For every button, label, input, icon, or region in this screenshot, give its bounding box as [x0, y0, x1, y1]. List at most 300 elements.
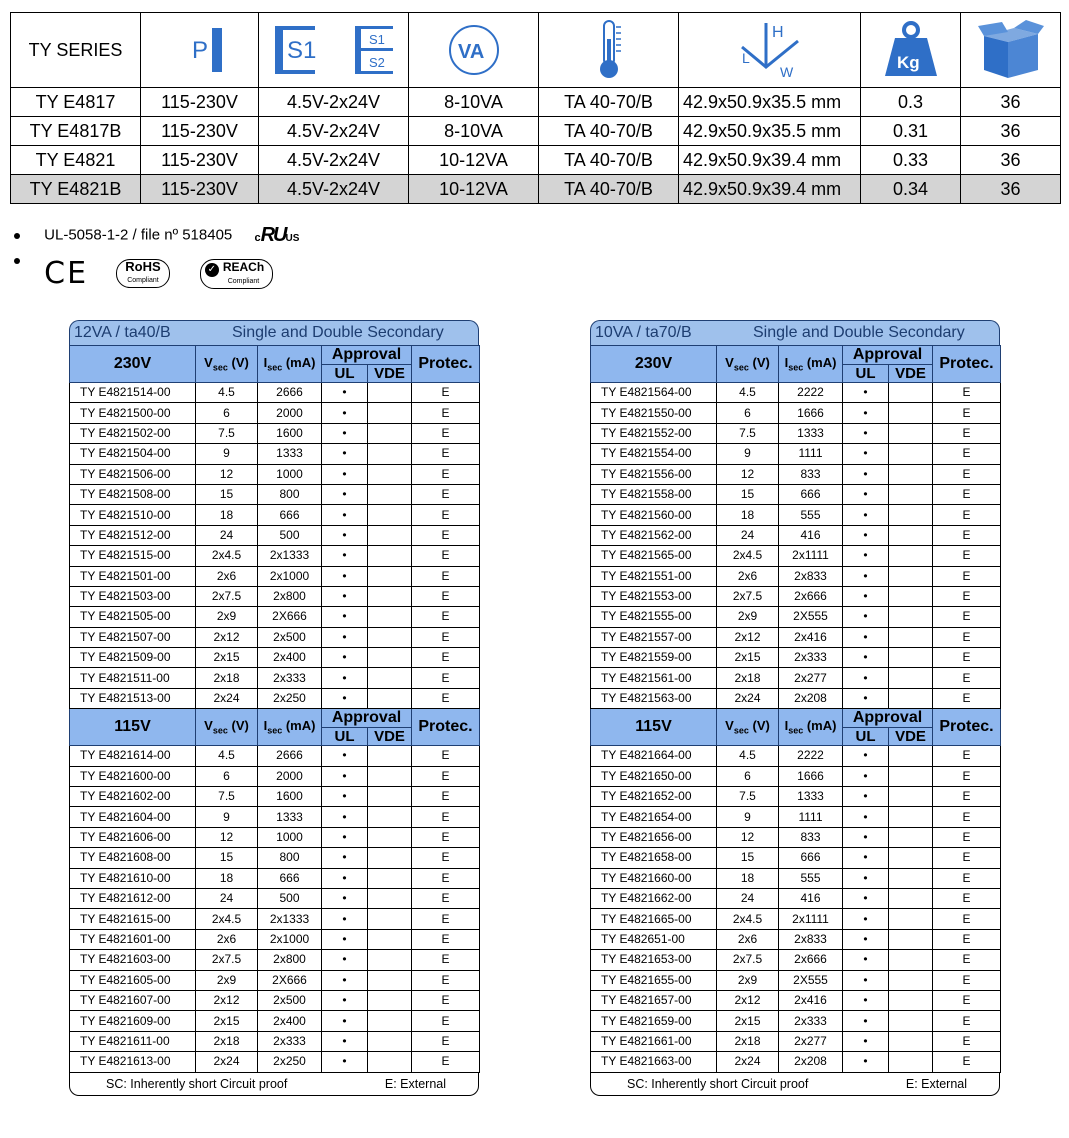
part-number: TY E4821602-00 — [70, 787, 196, 807]
part-number: TY E4821605-00 — [70, 970, 196, 990]
ul-mark: • — [843, 929, 889, 949]
vde-mark — [368, 766, 412, 786]
vde-mark — [889, 1052, 933, 1072]
isec-symbol: I — [784, 718, 789, 734]
compliance-note — [14, 256, 273, 291]
vsec-value: 7.5 — [196, 787, 258, 807]
series-cell: 42.9x50.9x35.5 mm — [679, 88, 861, 117]
part-number: TY E4821563-00 — [591, 688, 717, 708]
vsec-value: 12 — [196, 827, 258, 847]
ul-mark: • — [322, 648, 368, 668]
caption-type: Single and Double Secondary — [232, 324, 444, 341]
part-number: TY E4821503-00 — [70, 586, 196, 606]
isec-value: 2000 — [258, 766, 322, 786]
isec-unit: (mA) — [282, 355, 316, 371]
isec-value: 2000 — [258, 403, 322, 423]
vsec-value: 2x18 — [717, 1031, 779, 1051]
ul-mark: • — [843, 688, 889, 708]
part-number: TY E4821665-00 — [591, 909, 717, 929]
part-number: TY E4821652-00 — [591, 787, 717, 807]
ul-mark: • — [843, 423, 889, 443]
isec-symbol: I — [263, 718, 268, 734]
box-icon — [961, 13, 1061, 88]
vde-mark — [889, 505, 933, 525]
isec-value: 2x333 — [258, 1031, 322, 1051]
vsec-value: 18 — [196, 868, 258, 888]
vsec-value: 15 — [196, 484, 258, 504]
ul-mark: • — [322, 868, 368, 888]
protection-value: E — [933, 1052, 1001, 1072]
protection-value: E — [933, 505, 1001, 525]
vsec-value: 2x9 — [196, 607, 258, 627]
isec-value: 1333 — [258, 807, 322, 827]
part-number: TY E4821556-00 — [591, 464, 717, 484]
ul-mark: • — [843, 525, 889, 545]
ul-mark: • — [843, 484, 889, 504]
protection-value: E — [412, 688, 480, 708]
ul-mark: • — [843, 586, 889, 606]
ul-mark: • — [322, 990, 368, 1010]
table-row — [591, 688, 1001, 708]
isec-value: 2x1111 — [779, 909, 843, 929]
isec-value: 666 — [258, 868, 322, 888]
vde-mark — [368, 888, 412, 908]
isec-unit: (mA) — [282, 718, 316, 734]
ul-mark: • — [322, 766, 368, 786]
dimensions-icon — [679, 13, 861, 88]
table-row — [70, 827, 480, 847]
protection-value: E — [933, 746, 1001, 766]
table-row — [591, 909, 1001, 929]
protection-value: E — [412, 607, 480, 627]
table-row — [591, 627, 1001, 647]
ul-header: UL — [322, 365, 368, 383]
vsec-value: 2x18 — [196, 668, 258, 688]
vsec-value: 2x7.5 — [717, 950, 779, 970]
ul-mark: • — [843, 746, 889, 766]
part-number: TY E4821513-00 — [70, 688, 196, 708]
table-row — [70, 525, 480, 545]
svg-text:P: P — [191, 37, 208, 64]
svg-text:H: H — [771, 24, 784, 41]
ul-mark: • — [322, 787, 368, 807]
part-number: TY E4821614-00 — [70, 746, 196, 766]
footer-e-note: E: External — [384, 1076, 446, 1091]
vsec-value: 2x6 — [196, 566, 258, 586]
vsec-value: 12 — [717, 464, 779, 484]
isec-value: 2x250 — [258, 688, 322, 708]
caption-rating: 10VA / ta70/B — [595, 324, 692, 341]
protection-value: E — [933, 546, 1001, 566]
isec-value: 666 — [779, 848, 843, 868]
vsec-header — [196, 709, 258, 746]
rohs-badge: RoHS Compliant — [116, 259, 169, 288]
part-number: TY E4821655-00 — [591, 970, 717, 990]
vde-mark — [368, 566, 412, 586]
series-cell: 8-10VA — [409, 88, 539, 117]
vde-mark — [368, 444, 412, 464]
panel-10va — [590, 320, 1000, 1096]
table-row — [591, 766, 1001, 786]
isec-value: 1600 — [258, 423, 322, 443]
part-number: TY E4821661-00 — [591, 1031, 717, 1051]
series-title: TY SERIES — [11, 13, 141, 88]
isec-value: 2222 — [779, 746, 843, 766]
protection-value: E — [933, 766, 1001, 786]
vsec-value: 2x4.5 — [196, 546, 258, 566]
ul-mark: • — [843, 990, 889, 1010]
series-cell: 36 — [961, 88, 1061, 117]
protection-value: E — [412, 950, 480, 970]
protection-value: E — [933, 1031, 1001, 1051]
isec-symbol: I — [263, 355, 268, 371]
vsec-value: 2x6 — [196, 929, 258, 949]
protection-value: E — [933, 787, 1001, 807]
vde-mark — [889, 383, 933, 403]
protection-value: E — [933, 827, 1001, 847]
ul-mark: • — [843, 403, 889, 423]
table-row — [70, 668, 480, 688]
ul-mark: • — [322, 464, 368, 484]
vde-mark — [889, 929, 933, 949]
ul-mark: • — [843, 505, 889, 525]
ul-mark: • — [322, 444, 368, 464]
table-row — [591, 525, 1001, 545]
ul-mark: • — [843, 464, 889, 484]
isec-value: 2x400 — [258, 1011, 322, 1031]
isec-value: 1333 — [779, 423, 843, 443]
approval-header: Approval — [322, 346, 412, 365]
isec-unit: (mA) — [803, 355, 837, 371]
part-number: TY E4821552-00 — [591, 423, 717, 443]
vsec-unit: (V) — [748, 718, 770, 734]
vde-mark — [368, 383, 412, 403]
part-number: TY E4821562-00 — [591, 525, 717, 545]
vsec-value: 2x24 — [717, 688, 779, 708]
series-cell: 4.5V-2x24V — [259, 117, 409, 146]
vsec-header — [717, 709, 779, 746]
panel-caption — [590, 320, 1000, 345]
table-row — [70, 688, 480, 708]
ul-mark: • — [843, 648, 889, 668]
isec-value: 2x333 — [779, 1011, 843, 1031]
vsec-value: 4.5 — [196, 383, 258, 403]
vde-mark — [368, 607, 412, 627]
series-cell: TA 40-70/B — [539, 146, 679, 175]
vsec-value: 15 — [717, 848, 779, 868]
isec-value: 1333 — [258, 444, 322, 464]
protection-value: E — [412, 403, 480, 423]
protection-value: E — [933, 688, 1001, 708]
protection-value: E — [412, 868, 480, 888]
ul-mark: • — [322, 586, 368, 606]
protection-value: E — [412, 383, 480, 403]
protection-value: E — [933, 586, 1001, 606]
protection-value: E — [933, 607, 1001, 627]
table-row — [591, 950, 1001, 970]
ul-mark: • — [843, 909, 889, 929]
protection-value: E — [412, 888, 480, 908]
vde-mark — [368, 827, 412, 847]
vsec-value: 24 — [717, 525, 779, 545]
vsec-value: 2x7.5 — [196, 950, 258, 970]
protection-value: E — [933, 464, 1001, 484]
isec-value: 2x500 — [258, 627, 322, 647]
ul-mark: • — [843, 1031, 889, 1051]
part-number: TY E4821608-00 — [70, 848, 196, 868]
voltage-header: 230V — [70, 346, 196, 383]
ul-mark: • — [322, 403, 368, 423]
series-cell: 10-12VA — [409, 175, 539, 204]
vsec-value: 24 — [196, 888, 258, 908]
vde-mark — [889, 566, 933, 586]
panel-footer — [69, 1073, 479, 1096]
table-row — [591, 787, 1001, 807]
vde-mark — [368, 848, 412, 868]
ul-mark: • — [322, 423, 368, 443]
part-number: TY E4821653-00 — [591, 950, 717, 970]
isec-value: 800 — [258, 848, 322, 868]
vsec-value: 4.5 — [196, 746, 258, 766]
ul-mark: • — [843, 950, 889, 970]
vde-mark — [368, 423, 412, 443]
table-row — [70, 505, 480, 525]
power-icon — [409, 13, 539, 88]
part-number: TY E4821650-00 — [591, 766, 717, 786]
vde-mark — [889, 444, 933, 464]
isec-subscript: sec — [788, 362, 804, 373]
vsec-symbol: V — [725, 355, 734, 371]
vsec-value: 18 — [717, 868, 779, 888]
ul-header: UL — [843, 728, 889, 746]
series-cell: TA 40-70/B — [539, 88, 679, 117]
caption-rating: 12VA / ta40/B — [74, 324, 171, 341]
vsec-value: 2x6 — [717, 929, 779, 949]
table-row — [591, 1011, 1001, 1031]
vde-mark — [368, 586, 412, 606]
isec-value: 2x833 — [779, 566, 843, 586]
isec-unit: (mA) — [803, 718, 837, 734]
table-row — [591, 444, 1001, 464]
isec-value: 666 — [779, 484, 843, 504]
vsec-value: 4.5 — [717, 383, 779, 403]
vsec-value: 15 — [717, 484, 779, 504]
table-row — [70, 787, 480, 807]
vsec-value: 9 — [717, 807, 779, 827]
protection-value: E — [933, 566, 1001, 586]
ul-mark: • — [843, 668, 889, 688]
ul-mark: • — [322, 546, 368, 566]
ul-mark: • — [843, 607, 889, 627]
isec-value: 1333 — [779, 787, 843, 807]
part-number: TY E4821512-00 — [70, 525, 196, 545]
ul-mark: • — [322, 566, 368, 586]
isec-value: 2x277 — [779, 668, 843, 688]
protection-value: E — [412, 929, 480, 949]
protection-header: Protec. — [412, 709, 480, 746]
section-header — [70, 709, 480, 728]
table-row — [591, 586, 1001, 606]
protection-value: E — [412, 807, 480, 827]
table-row — [70, 990, 480, 1010]
protection-value: E — [412, 1011, 480, 1031]
vde-mark — [368, 990, 412, 1010]
vsec-unit: (V) — [227, 718, 249, 734]
vsec-value: 2x15 — [196, 1011, 258, 1031]
series-cell: TY E4817B — [11, 117, 141, 146]
table-row — [591, 1031, 1001, 1051]
series-cell: 42.9x50.9x39.4 mm — [679, 146, 861, 175]
vde-mark — [889, 607, 933, 627]
part-number: TY E4821507-00 — [70, 627, 196, 647]
voltage-header: 115V — [70, 709, 196, 746]
table-row — [591, 746, 1001, 766]
isec-value: 2666 — [258, 746, 322, 766]
vsec-subscript: sec — [733, 726, 749, 737]
ul-mark: • — [322, 827, 368, 847]
table-row — [70, 1031, 480, 1051]
protection-value: E — [412, 970, 480, 990]
table-row — [70, 1011, 480, 1031]
isec-header — [258, 346, 322, 383]
vde-mark — [889, 766, 933, 786]
table-row — [591, 827, 1001, 847]
table-row — [591, 484, 1001, 504]
ul-mark: • — [322, 950, 368, 970]
ul-header: UL — [322, 728, 368, 746]
part-number: TY E4821550-00 — [591, 403, 717, 423]
protection-value: E — [933, 929, 1001, 949]
isec-value: 500 — [258, 888, 322, 908]
protection-value: E — [933, 423, 1001, 443]
vde-mark — [368, 546, 412, 566]
ul-mark: • — [843, 1052, 889, 1072]
table-row — [591, 970, 1001, 990]
part-number: TY E4821662-00 — [591, 888, 717, 908]
isec-subscript: sec — [267, 726, 283, 737]
vde-mark — [889, 525, 933, 545]
vsec-value: 2x12 — [717, 990, 779, 1010]
series-table — [10, 12, 1061, 204]
table-row — [591, 403, 1001, 423]
part-number: TY E4821612-00 — [70, 888, 196, 908]
thermometer-icon — [539, 13, 679, 88]
part-number: TY E4821501-00 — [70, 566, 196, 586]
isec-value: 1000 — [258, 827, 322, 847]
vde-mark — [889, 403, 933, 423]
table-row — [70, 423, 480, 443]
series-cell: 115-230V — [141, 175, 259, 204]
ul-mark: • — [843, 787, 889, 807]
vsec-value: 12 — [717, 827, 779, 847]
ul-mark: • — [843, 546, 889, 566]
vde-mark — [368, 1052, 412, 1072]
table-row — [70, 566, 480, 586]
caption-type: Single and Double Secondary — [753, 324, 965, 341]
part-number: TY E4821607-00 — [70, 990, 196, 1010]
vde-mark — [368, 464, 412, 484]
vde-mark — [889, 746, 933, 766]
isec-value: 2x400 — [258, 648, 322, 668]
protection-value: E — [412, 827, 480, 847]
panel-12va — [69, 320, 479, 1096]
vsec-value: 7.5 — [717, 787, 779, 807]
part-number: TY E4821664-00 — [591, 746, 717, 766]
table-row — [591, 464, 1001, 484]
table-row — [70, 1052, 480, 1072]
table-row — [70, 746, 480, 766]
series-row — [11, 175, 1061, 204]
svg-text:W: W — [779, 64, 793, 80]
isec-value: 2x666 — [779, 950, 843, 970]
isec-value: 2x1333 — [258, 546, 322, 566]
protection-value: E — [933, 950, 1001, 970]
vsec-header — [717, 346, 779, 383]
isec-value: 2x333 — [258, 668, 322, 688]
vde-mark — [368, 746, 412, 766]
isec-value: 2x250 — [258, 1052, 322, 1072]
vde-mark — [368, 868, 412, 888]
part-number: TY E4821613-00 — [70, 1052, 196, 1072]
vsec-value: 2x15 — [196, 648, 258, 668]
ul-mark: • — [322, 1011, 368, 1031]
vsec-subscript: sec — [212, 726, 228, 737]
table-row — [70, 383, 480, 403]
series-cell: TY E4817 — [11, 88, 141, 117]
series-cell: 4.5V-2x24V — [259, 175, 409, 204]
part-number: TY E4821511-00 — [70, 668, 196, 688]
ul-mark: • — [843, 766, 889, 786]
approval-header: Approval — [322, 709, 412, 728]
protection-value: E — [933, 868, 1001, 888]
protection-value: E — [933, 383, 1001, 403]
protection-value: E — [412, 648, 480, 668]
protection-value: E — [933, 484, 1001, 504]
weight-icon — [861, 13, 961, 88]
protection-value: E — [412, 627, 480, 647]
protection-value: E — [412, 668, 480, 688]
vde-mark — [889, 990, 933, 1010]
part-number: TY E482651-00 — [591, 929, 717, 949]
isec-value: 555 — [779, 868, 843, 888]
vde-mark — [368, 929, 412, 949]
protection-value: E — [412, 787, 480, 807]
vsec-value: 6 — [196, 766, 258, 786]
ul-mark: • — [322, 484, 368, 504]
ul-mark: • — [843, 383, 889, 403]
protection-value: E — [933, 444, 1001, 464]
isec-value: 1666 — [779, 403, 843, 423]
ul-mark: • — [322, 807, 368, 827]
vde-mark — [368, 950, 412, 970]
vde-mark — [368, 484, 412, 504]
table-row — [70, 484, 480, 504]
vde-mark — [889, 627, 933, 647]
protection-value: E — [412, 525, 480, 545]
vsec-value: 2x6 — [717, 566, 779, 586]
isec-value: 2X666 — [258, 607, 322, 627]
part-number: TY E4821565-00 — [591, 546, 717, 566]
protection-value: E — [412, 586, 480, 606]
vsec-value: 2x4.5 — [196, 909, 258, 929]
vde-mark — [368, 787, 412, 807]
part-number: TY E4821505-00 — [70, 607, 196, 627]
vde-mark — [368, 970, 412, 990]
vsec-value: 2x12 — [196, 627, 258, 647]
table-row — [70, 403, 480, 423]
series-row — [11, 117, 1061, 146]
isec-value: 2x416 — [779, 627, 843, 647]
